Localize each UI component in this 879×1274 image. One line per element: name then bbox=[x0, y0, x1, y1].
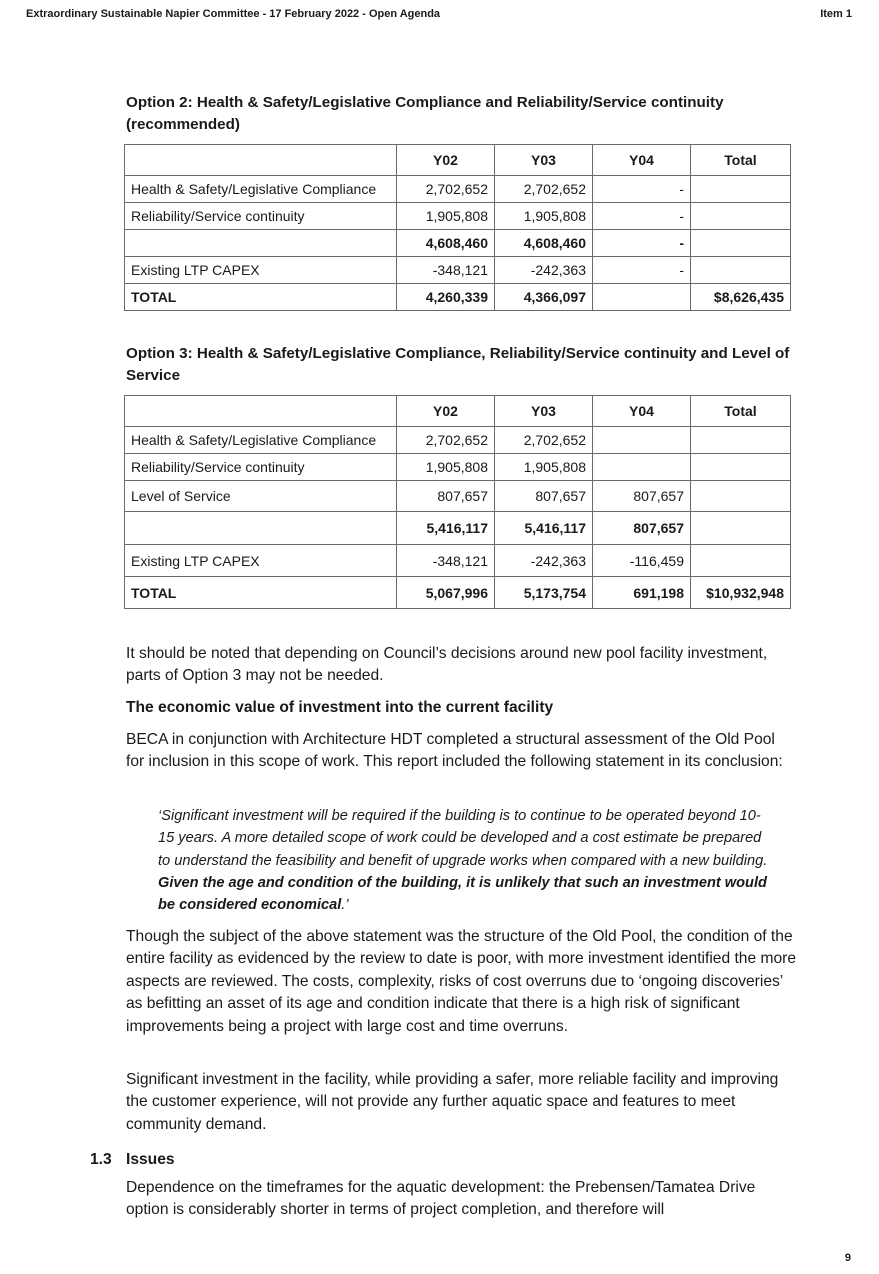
row-label: Level of Service bbox=[125, 481, 397, 512]
table-row-subtotal bbox=[125, 512, 791, 545]
cell-y03: 1,905,808 bbox=[495, 203, 593, 230]
table-row bbox=[125, 176, 791, 203]
row-label: TOTAL bbox=[125, 284, 397, 311]
beca-quote bbox=[158, 805, 768, 916]
cell-y04: 807,657 bbox=[593, 512, 691, 545]
cell-y03: 2,702,652 bbox=[495, 427, 593, 454]
cell-total bbox=[691, 545, 791, 577]
column-header: Total bbox=[691, 396, 791, 427]
cell-y03: 807,657 bbox=[495, 481, 593, 512]
cell-y02: 5,416,117 bbox=[397, 512, 495, 545]
table-row bbox=[125, 427, 791, 454]
cell-y02: 1,905,808 bbox=[397, 454, 495, 481]
option2-header-row bbox=[125, 145, 791, 176]
cell-total: $10,932,948 bbox=[691, 577, 791, 609]
cell-total bbox=[691, 257, 791, 284]
cell-y02: 4,260,339 bbox=[397, 284, 495, 311]
cell-y02: 4,608,460 bbox=[397, 230, 495, 257]
cell-y02: -348,121 bbox=[397, 257, 495, 284]
cell-y04: - bbox=[593, 176, 691, 203]
quote-emphasis: Given the age and condition of the building, it is unlikely that such an investment would be considered economical bbox=[158, 874, 767, 914]
table-row bbox=[125, 481, 791, 512]
column-header: Y02 bbox=[397, 396, 495, 427]
cell-total bbox=[691, 481, 791, 512]
column-header: Y04 bbox=[593, 145, 691, 176]
cell-y02: 2,702,652 bbox=[397, 176, 495, 203]
column-header bbox=[125, 396, 397, 427]
cell-total bbox=[691, 203, 791, 230]
cell-total bbox=[691, 427, 791, 454]
table-row bbox=[125, 454, 791, 481]
document-header-item: Item 1 bbox=[820, 8, 852, 20]
cell-y04: - bbox=[593, 257, 691, 284]
note-paragraph: It should be noted that depending on Council’s decisions around new pool facility investment, parts of Option 3 may not be needed. bbox=[126, 645, 768, 685]
cell-y03: 5,173,754 bbox=[495, 577, 593, 609]
cell-y02: 5,067,996 bbox=[397, 577, 495, 609]
column-header: Total bbox=[691, 145, 791, 176]
cell-total bbox=[691, 454, 791, 481]
investment-paragraph: Significant investment in the facility, while providing a safer, more reliable facility and improving the customer experience, will not provide any further aquatic space and features to meet community demand. bbox=[126, 1071, 779, 1133]
cell-y04 bbox=[593, 427, 691, 454]
section-number: 1.3 bbox=[90, 1151, 112, 1168]
cell-y03: -242,363 bbox=[495, 545, 593, 577]
page-number: 9 bbox=[844, 1252, 851, 1264]
cell-y03: 5,416,117 bbox=[495, 512, 593, 545]
row-label: Existing LTP CAPEX bbox=[125, 257, 397, 284]
row-label: Reliability/Service continuity bbox=[125, 203, 397, 230]
cell-total: $8,626,435 bbox=[691, 284, 791, 311]
table-row bbox=[125, 203, 791, 230]
row-label bbox=[125, 512, 397, 545]
cell-y02: -348,121 bbox=[397, 545, 495, 577]
economic-value-heading: The economic value of investment into the current facility bbox=[126, 699, 554, 716]
option3-heading: Option 3: Health & Safety/Legislative Compliance, Reliability/Service continuity and Level of Service bbox=[126, 345, 790, 384]
cell-y02: 807,657 bbox=[397, 481, 495, 512]
quote-end: .’ bbox=[341, 897, 349, 914]
cell-total bbox=[691, 176, 791, 203]
table-row-total bbox=[125, 284, 791, 311]
cell-y03: 1,905,808 bbox=[495, 454, 593, 481]
cell-y03: 4,608,460 bbox=[495, 230, 593, 257]
column-header bbox=[125, 145, 397, 176]
cell-total bbox=[691, 512, 791, 545]
cell-y04: - bbox=[593, 230, 691, 257]
row-label: Reliability/Service continuity bbox=[125, 454, 397, 481]
cell-y04: 807,657 bbox=[593, 481, 691, 512]
cell-y04 bbox=[593, 454, 691, 481]
cell-y03: -242,363 bbox=[495, 257, 593, 284]
column-header: Y02 bbox=[397, 145, 495, 176]
cell-y02: 1,905,808 bbox=[397, 203, 495, 230]
option2-table bbox=[124, 144, 791, 311]
row-label bbox=[125, 230, 397, 257]
cell-y03: 4,366,097 bbox=[495, 284, 593, 311]
option3-header-row bbox=[125, 396, 791, 427]
cell-y04: - bbox=[593, 203, 691, 230]
cell-y02: 2,702,652 bbox=[397, 427, 495, 454]
option2-heading: Option 2: Health & Safety/Legislative Compliance and Reliability/Service continuity (recommended) bbox=[126, 94, 724, 133]
quote-text: ‘Significant investment will be required if the building is to continue to be operated beyond 10-15 years. A more detailed scope of work could be developed and a cost estimate be prepared to understand the feasibility and benefit of upgrade works when compared with a new building. bbox=[158, 808, 768, 869]
cell-total bbox=[691, 230, 791, 257]
structure-paragraph: Though the subject of the above statement was the structure of the Old Pool, the condition of the entire facility as evidenced by the review to date is poor, with more investment identified the more aspects are reviewed. The costs, complexity, risks of cost overruns due to ‘ongoing discoveries’ as befitting an asset of its age and condition indicate that there is a high risk of significant improvements being a project with large cost and time overruns. bbox=[126, 928, 797, 1035]
column-header: Y04 bbox=[593, 396, 691, 427]
column-header: Y03 bbox=[495, 145, 593, 176]
table-row bbox=[125, 257, 791, 284]
row-label: TOTAL bbox=[125, 577, 397, 609]
row-label: Health & Safety/Legislative Compliance bbox=[125, 427, 397, 454]
cell-y04: -116,459 bbox=[593, 545, 691, 577]
table-row bbox=[125, 545, 791, 577]
column-header: Y03 bbox=[495, 396, 593, 427]
section-title: Issues bbox=[126, 1151, 175, 1168]
cell-y04: 691,198 bbox=[593, 577, 691, 609]
issues-paragraph: Dependence on the timeframes for the aquatic development: the Prebensen/Tamatea Drive option is considerably shorter in terms of project completion, and therefore will bbox=[126, 1179, 756, 1219]
beca-paragraph: BECA in conjunction with Architecture HDT completed a structural assessment of the Old Pool for inclusion in this scope of work. This report included the following statement in its conclusion: bbox=[126, 731, 783, 771]
row-label: Existing LTP CAPEX bbox=[125, 545, 397, 577]
table-row-total bbox=[125, 577, 791, 609]
cell-y04 bbox=[593, 284, 691, 311]
document-header-title: Extraordinary Sustainable Napier Committee - 17 February 2022 - Open Agenda bbox=[26, 8, 441, 20]
option3-table bbox=[124, 395, 791, 609]
cell-y03: 2,702,652 bbox=[495, 176, 593, 203]
row-label: Health & Safety/Legislative Compliance bbox=[125, 176, 397, 203]
table-row-subtotal bbox=[125, 230, 791, 257]
